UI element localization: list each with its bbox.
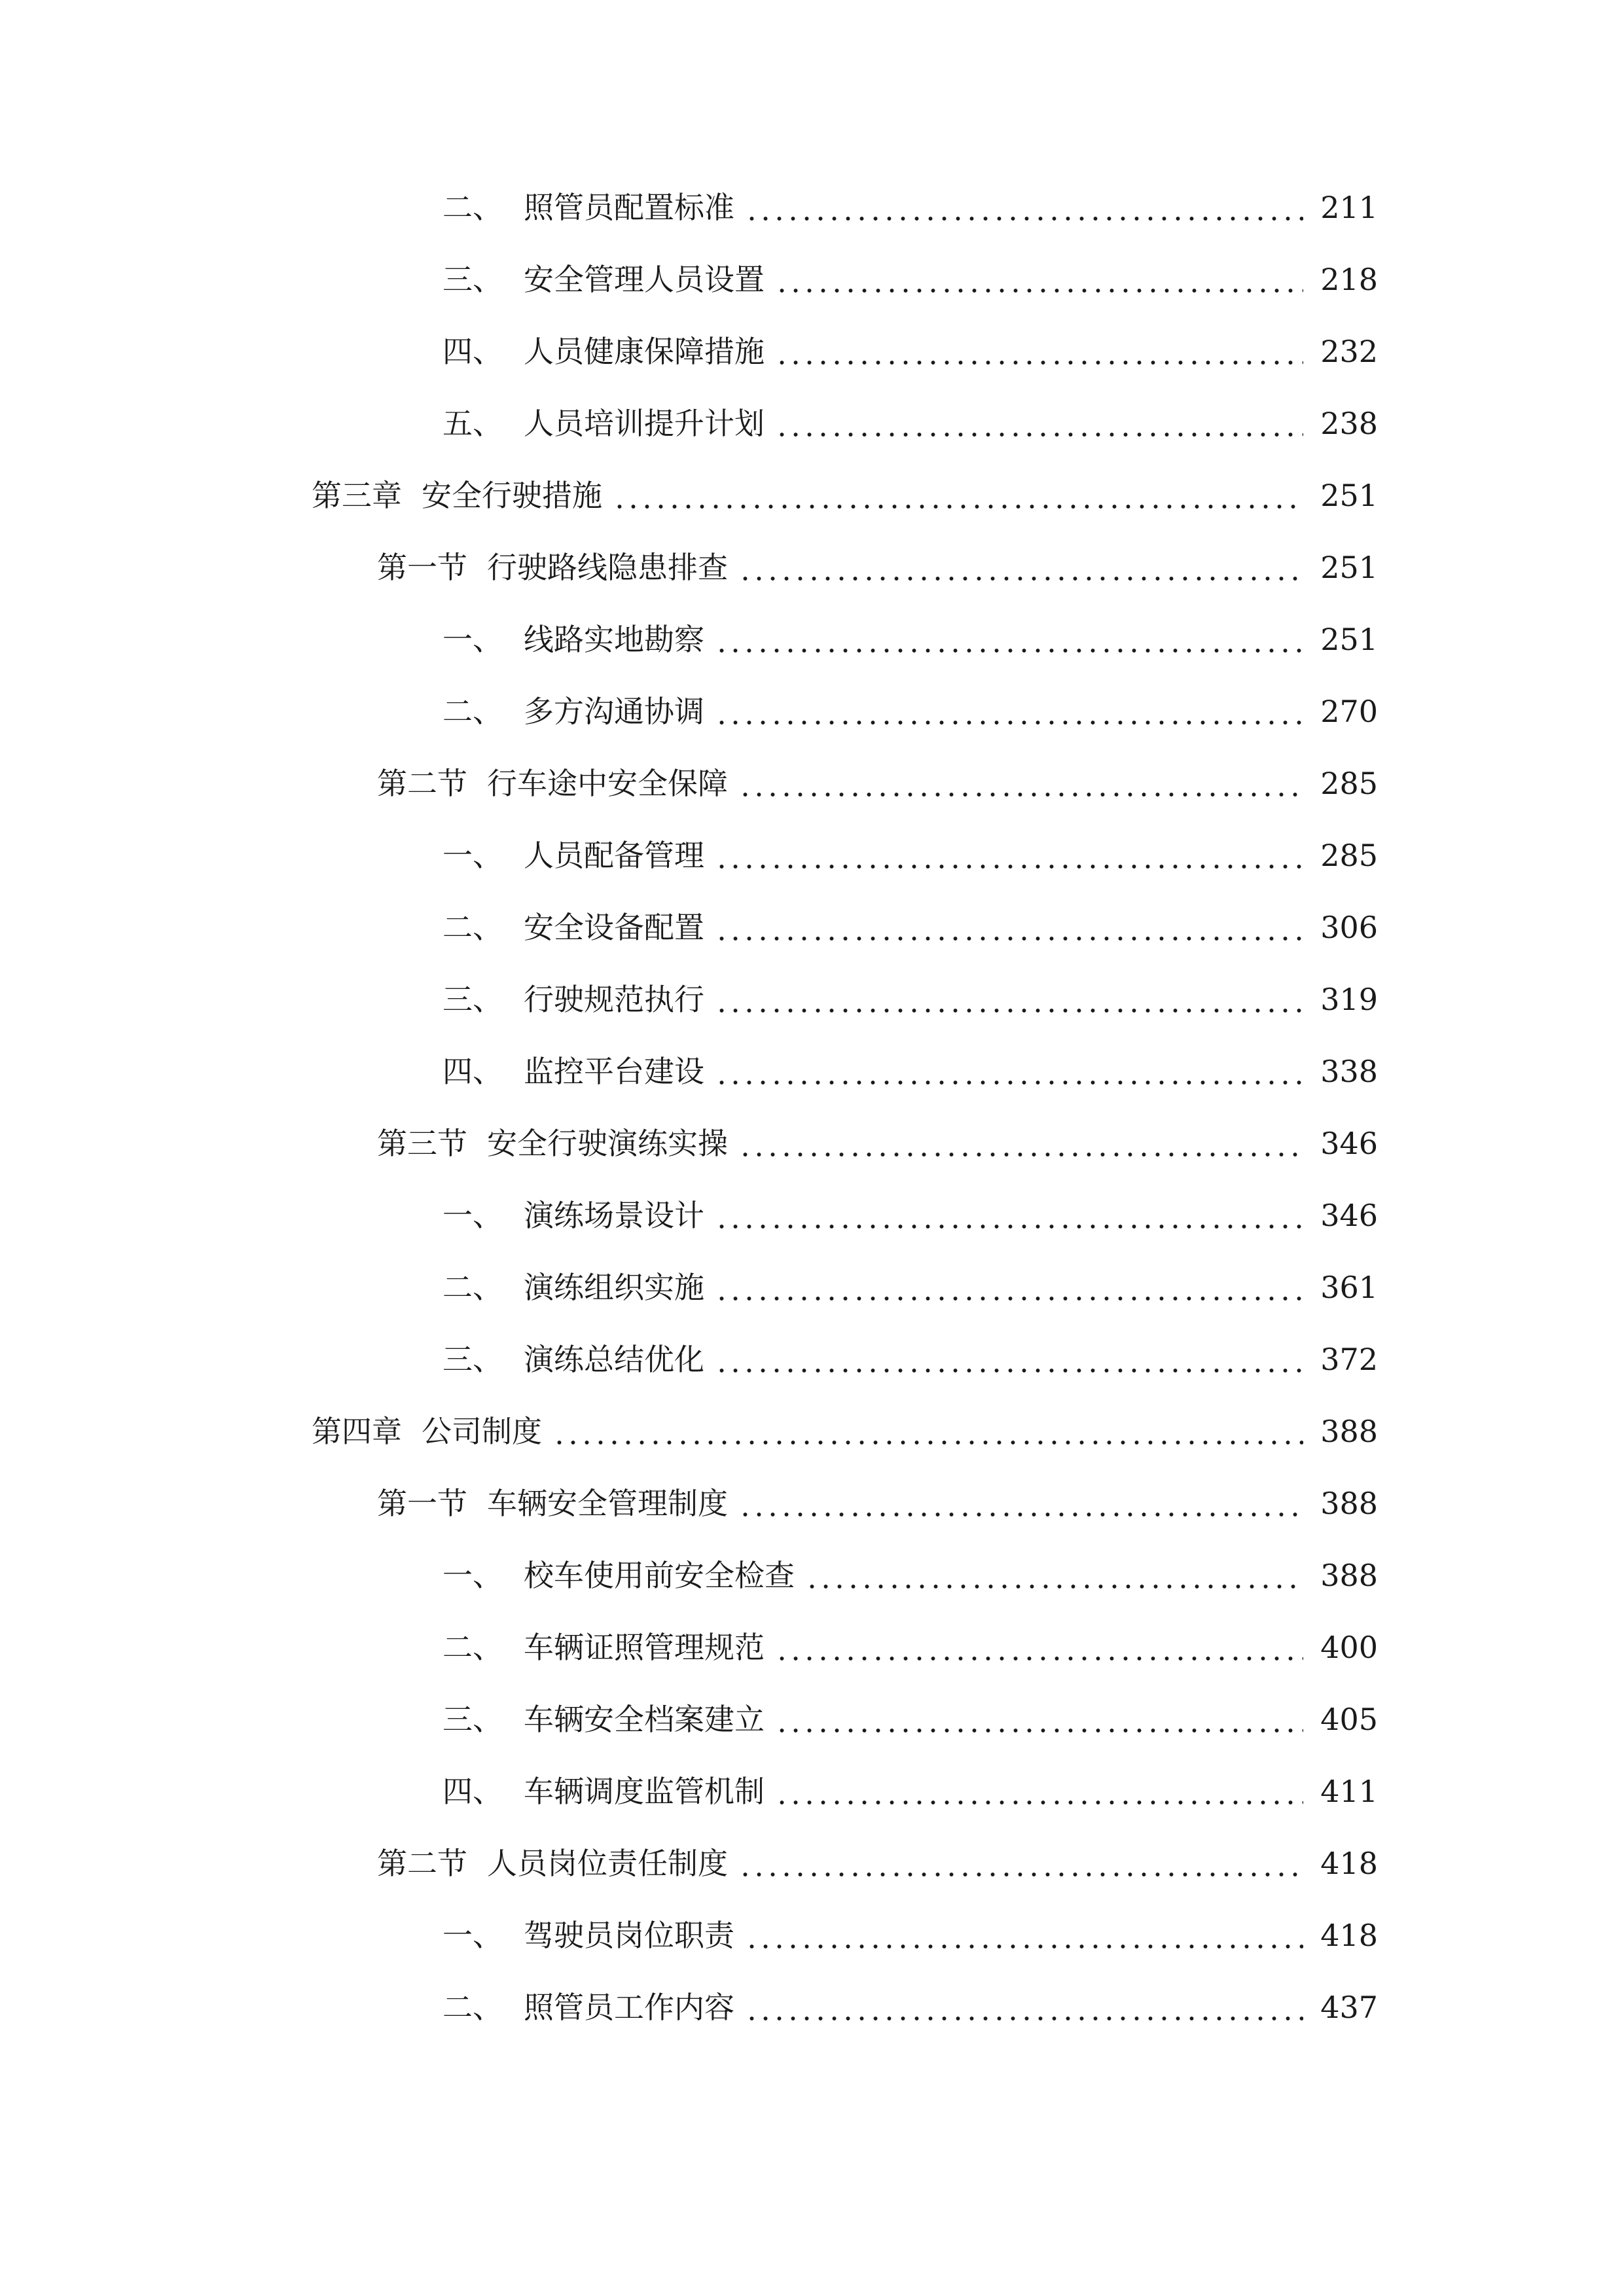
dot-leader (775, 264, 1303, 295)
dot-leader (775, 408, 1303, 439)
toc-entry[interactable] (0, 531, 1624, 603)
dot-leader (715, 984, 1303, 1014)
toc-entry-page-number: 238 (1320, 406, 1378, 441)
toc-entry[interactable] (0, 1323, 1624, 1395)
toc-entry-marker: 第三章 (312, 478, 402, 513)
toc-entry-page-number: 285 (1320, 766, 1378, 801)
dot-leader (715, 1272, 1303, 1302)
toc-entry-title: 行驶路线隐患排查 (487, 550, 728, 585)
toc-entry-page-number: 405 (1320, 1702, 1378, 1737)
toc-entry[interactable] (0, 1251, 1624, 1323)
dot-leader (775, 1632, 1303, 1662)
dot-leader (745, 1992, 1303, 2022)
toc-entry-title: 人员岗位责任制度 (487, 1846, 728, 1881)
toc-entry-title: 行驶规范执行 (524, 982, 704, 1017)
toc-entry-marker: 三、 (442, 1702, 503, 1737)
toc-entry-marker: 第二节 (377, 1846, 467, 1881)
toc-entry-title: 人员配备管理 (524, 838, 704, 873)
toc-entry-page-number: 218 (1320, 262, 1378, 297)
toc-entry-title: 安全行驶演练实操 (487, 1126, 728, 1161)
toc-entry-page-number: 388 (1320, 1414, 1378, 1449)
toc-entry-title: 车辆调度监管机制 (524, 1774, 765, 1809)
toc-entry[interactable] (0, 1827, 1624, 1899)
toc-entry[interactable] (0, 1683, 1624, 1755)
toc-entry-page-number: 251 (1320, 622, 1378, 657)
dot-leader (715, 1056, 1303, 1086)
toc-entry-title: 安全设备配置 (524, 910, 704, 945)
toc-entry[interactable] (0, 1467, 1624, 1539)
toc-entry-page-number: 285 (1320, 838, 1378, 873)
dot-leader (775, 1776, 1303, 1806)
dot-leader (715, 840, 1303, 870)
toc-entry[interactable] (0, 1755, 1624, 1827)
toc-entry-marker: 四、 (442, 1054, 503, 1089)
toc-entry-page-number: 400 (1320, 1630, 1378, 1665)
toc-entry-marker: 二、 (442, 910, 503, 945)
toc-entry-marker: 四、 (442, 334, 503, 369)
toc-entry-page-number: 251 (1320, 478, 1378, 513)
toc-entry[interactable] (0, 1179, 1624, 1251)
toc-entry-marker: 二、 (442, 190, 503, 225)
toc-entry-marker: 第四章 (312, 1414, 402, 1449)
dot-leader (715, 1200, 1303, 1230)
toc-entry-marker: 四、 (442, 1774, 503, 1809)
toc-entry-page-number: 388 (1320, 1486, 1378, 1521)
toc-entry-marker: 三、 (442, 982, 503, 1017)
dot-leader (738, 1488, 1303, 1518)
toc-entry-title: 多方沟通协调 (524, 694, 704, 729)
toc-entry-page-number: 232 (1320, 334, 1378, 369)
dot-leader (715, 912, 1303, 942)
dot-leader (745, 192, 1303, 223)
toc-entry-marker: 一、 (442, 1558, 503, 1593)
toc-entry-marker: 二、 (442, 1630, 503, 1665)
dot-leader (738, 1848, 1303, 1878)
dot-leader (775, 336, 1303, 367)
toc-entry[interactable] (0, 891, 1624, 963)
toc-entry-title: 演练组织实施 (524, 1270, 704, 1305)
toc-entry-marker: 二、 (442, 694, 503, 729)
toc-entry[interactable] (0, 675, 1624, 747)
dot-leader (715, 696, 1303, 726)
toc-entry-title: 演练总结优化 (524, 1342, 704, 1377)
toc-entry-marker: 一、 (442, 1918, 503, 1953)
table-of-contents (0, 171, 1624, 2043)
toc-entry-marker: 二、 (442, 1990, 503, 2025)
toc-entry[interactable] (0, 603, 1624, 675)
toc-entry-page-number: 346 (1320, 1126, 1378, 1161)
dot-leader (805, 1560, 1303, 1590)
toc-entry-page-number: 346 (1320, 1198, 1378, 1233)
toc-entry-page-number: 388 (1320, 1558, 1378, 1593)
toc-entry-page-number: 306 (1320, 910, 1378, 945)
toc-entry-title: 车辆安全档案建立 (524, 1702, 765, 1737)
toc-entry-marker: 五、 (442, 406, 503, 441)
toc-entry-page-number: 211 (1320, 190, 1378, 225)
toc-entry-title: 监控平台建设 (524, 1054, 704, 1089)
toc-entry-title: 人员健康保障措施 (524, 334, 765, 369)
toc-entry[interactable] (0, 1539, 1624, 1611)
toc-entry-title: 行车途中安全保障 (487, 766, 728, 801)
toc-entry-title: 安全行驶措施 (422, 478, 602, 513)
dot-leader (552, 1416, 1303, 1446)
toc-entry-marker: 第一节 (377, 1486, 467, 1521)
toc-entry-title: 车辆安全管理制度 (487, 1486, 728, 1521)
toc-entry[interactable] (0, 819, 1624, 891)
toc-entry-title: 演练场景设计 (524, 1198, 704, 1233)
toc-entry[interactable] (0, 1107, 1624, 1179)
toc-entry-title: 线路实地勘察 (524, 622, 704, 657)
toc-entry-marker: 一、 (442, 622, 503, 657)
dot-leader (775, 1704, 1303, 1734)
toc-entry-page-number: 437 (1320, 1990, 1378, 2025)
toc-entry-title: 安全管理人员设置 (524, 262, 765, 297)
dot-leader (738, 768, 1303, 798)
toc-entry[interactable] (0, 1611, 1624, 1683)
toc-entry[interactable] (0, 459, 1624, 531)
toc-entry-page-number: 270 (1320, 694, 1378, 729)
toc-entry-page-number: 411 (1320, 1774, 1378, 1809)
toc-entry[interactable] (0, 963, 1624, 1035)
toc-entry-title: 车辆证照管理规范 (524, 1630, 765, 1665)
toc-entry[interactable] (0, 1035, 1624, 1107)
toc-entry[interactable] (0, 1899, 1624, 1971)
dot-leader (613, 480, 1303, 511)
toc-entry-page-number: 319 (1320, 982, 1378, 1017)
toc-entry-marker: 第二节 (377, 766, 467, 801)
toc-entry-marker: 三、 (442, 1342, 503, 1377)
toc-entry[interactable] (0, 1971, 1624, 2043)
dot-leader (738, 1128, 1303, 1158)
dot-leader (738, 552, 1303, 583)
toc-entry[interactable] (0, 747, 1624, 819)
toc-entry-title: 照管员配置标准 (524, 190, 734, 225)
toc-entry-marker: 第三节 (377, 1126, 467, 1161)
toc-entry[interactable] (0, 171, 1624, 243)
toc-entry-marker: 二、 (442, 1270, 503, 1305)
toc-entry[interactable] (0, 243, 1624, 315)
toc-entry-page-number: 418 (1320, 1846, 1378, 1881)
dot-leader (715, 624, 1303, 655)
toc-entry-title: 照管员工作内容 (524, 1990, 734, 2025)
toc-entry[interactable] (0, 315, 1624, 387)
toc-entry-page-number: 372 (1320, 1342, 1378, 1377)
toc-entry-title: 公司制度 (422, 1414, 542, 1449)
toc-entry-page-number: 251 (1320, 550, 1378, 585)
toc-entry-title: 驾驶员岗位职责 (524, 1918, 734, 1953)
toc-entry-page-number: 361 (1320, 1270, 1378, 1305)
toc-entry-marker: 第一节 (377, 550, 467, 585)
toc-entry-title: 人员培训提升计划 (524, 406, 765, 441)
toc-entry-marker: 一、 (442, 838, 503, 873)
toc-entry-title: 校车使用前安全检查 (524, 1558, 795, 1593)
toc-entry-page-number: 418 (1320, 1918, 1378, 1953)
dot-leader (745, 1920, 1303, 1950)
toc-entry-page-number: 338 (1320, 1054, 1378, 1089)
dot-leader (715, 1344, 1303, 1374)
toc-entry-marker: 一、 (442, 1198, 503, 1233)
toc-entry[interactable] (0, 387, 1624, 459)
toc-entry-marker: 三、 (442, 262, 503, 297)
toc-entry[interactable] (0, 1395, 1624, 1467)
